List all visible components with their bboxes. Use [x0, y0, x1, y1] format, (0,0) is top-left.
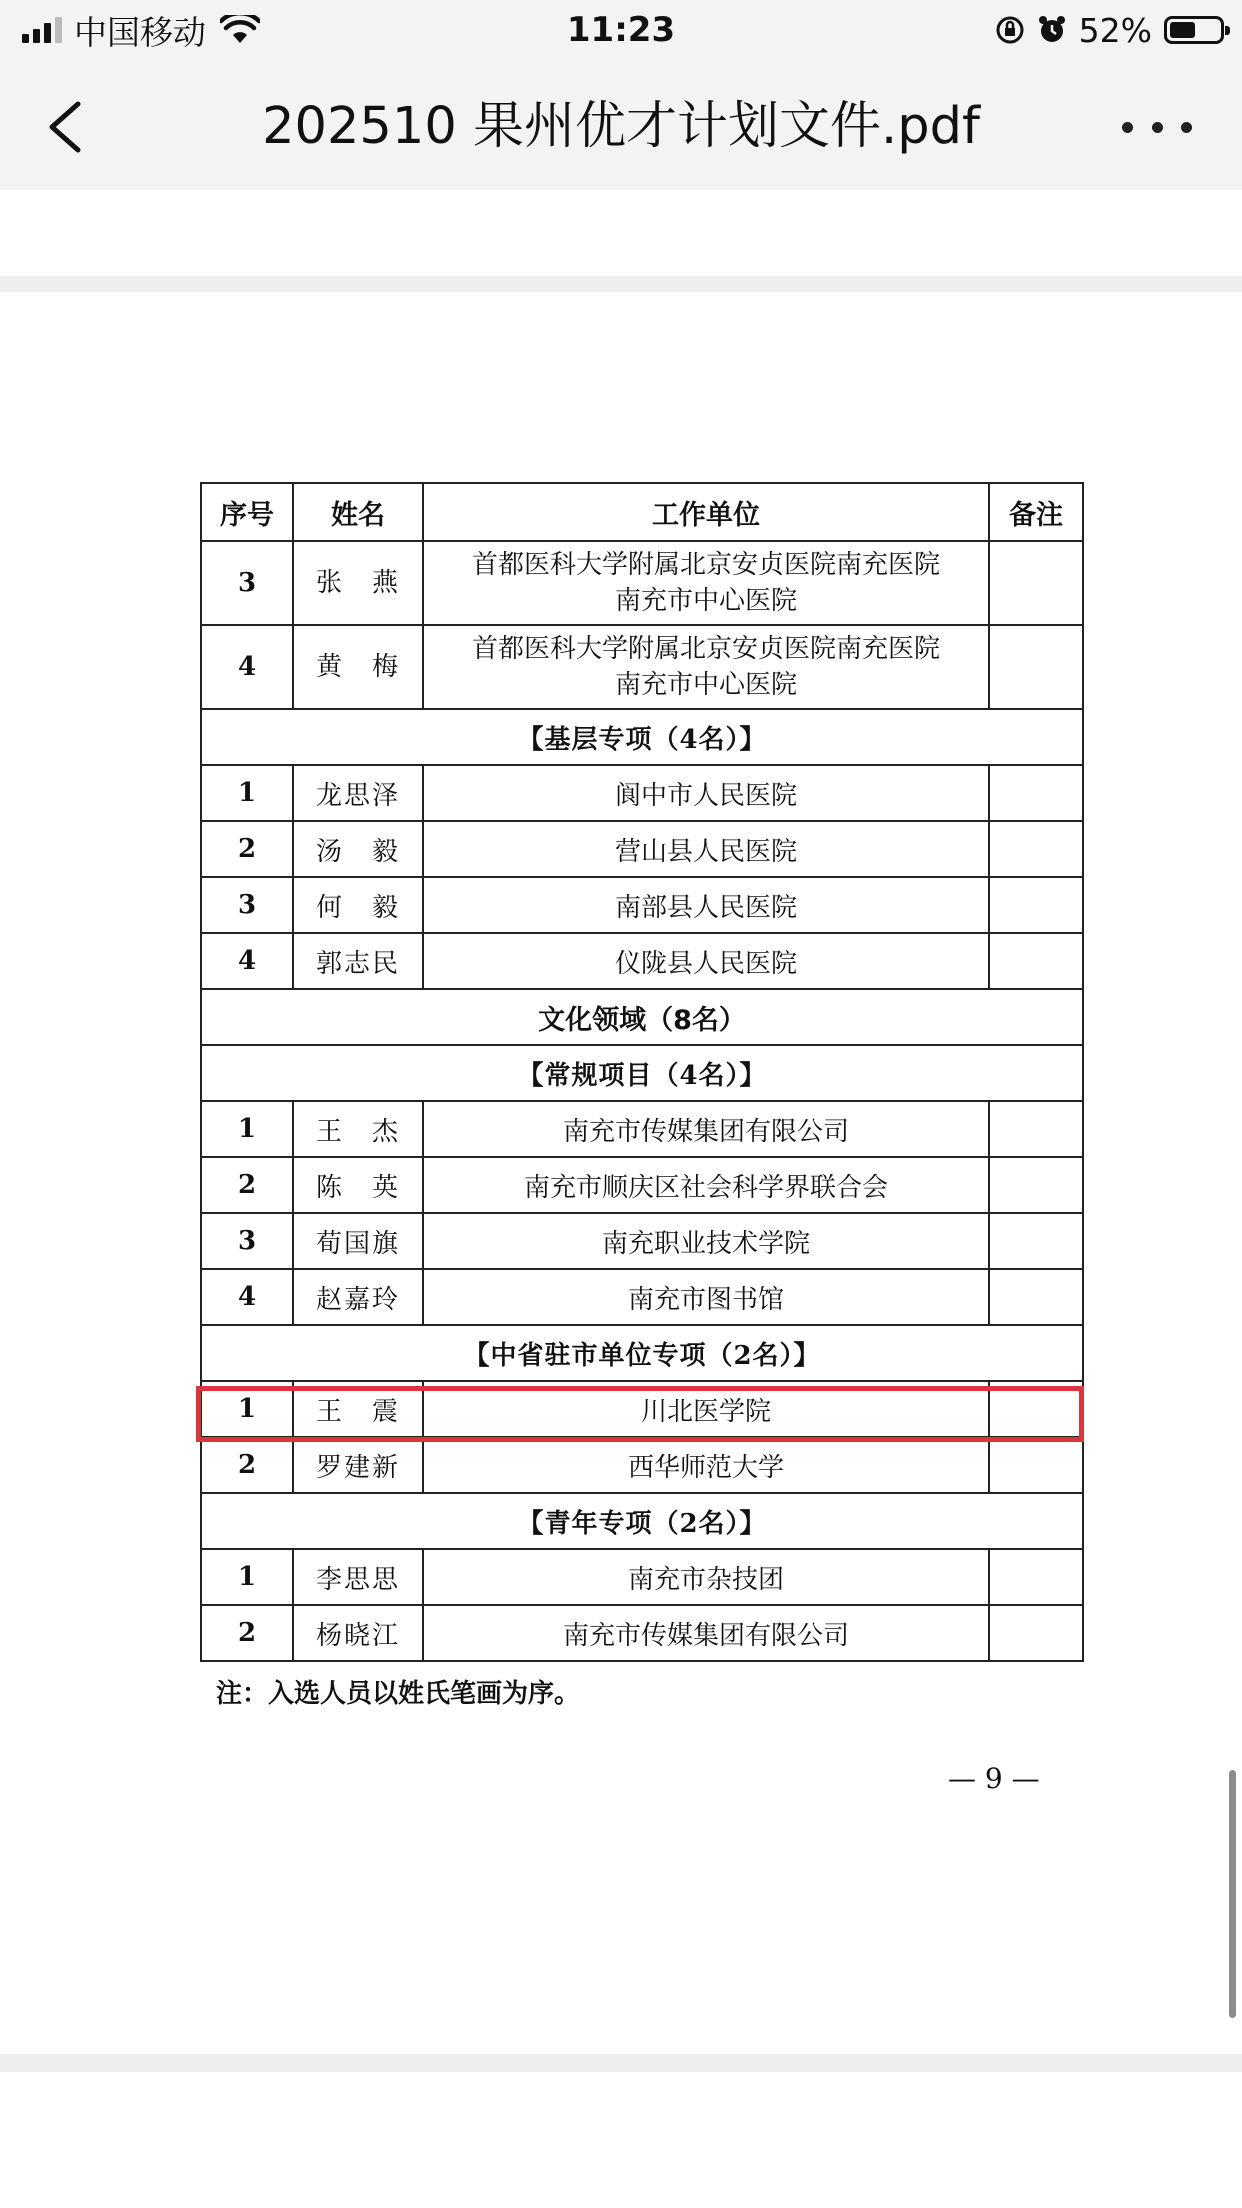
table-row: [201, 1605, 1083, 1661]
cell-seq: 1: [201, 1101, 293, 1157]
section-title: 【中省驻市单位专项（2名）】: [201, 1325, 1083, 1381]
header-unit: 工作单位: [423, 483, 989, 541]
unit-line: 南充市中心医院: [614, 670, 797, 700]
cell-unit: 阆中市人民医院: [423, 765, 989, 821]
cell-name: 何 毅: [293, 877, 423, 933]
section-title: 【青年专项（2名）】: [201, 1493, 1083, 1549]
cell-remark: [989, 765, 1083, 821]
cell-name: 汤 毅: [293, 821, 423, 877]
section-row: [201, 1493, 1083, 1549]
section-row: [201, 709, 1083, 765]
cell-unit: 南充市顺庆区社会科学界联合会: [423, 1157, 989, 1213]
cell-seq: 2: [201, 1605, 293, 1661]
cell-seq: 1: [201, 765, 293, 821]
cell-name: 王 震: [293, 1381, 423, 1437]
table-row: [201, 765, 1083, 821]
dot-icon: [1181, 122, 1192, 133]
cell-remark: [989, 877, 1083, 933]
cell-unit: 南部县人民医院: [423, 877, 989, 933]
table-row: [201, 1437, 1083, 1493]
cell-remark: [989, 1213, 1083, 1269]
page-number: — 9 —: [948, 1762, 1040, 1795]
table-row: [201, 877, 1083, 933]
cell-unit: 南充市杂技团: [423, 1549, 989, 1605]
table-row: [201, 821, 1083, 877]
more-options-button[interactable]: [1122, 102, 1192, 152]
clock-time: 11:23: [566, 10, 676, 50]
cell-seq: 3: [201, 877, 293, 933]
cell-remark: [989, 1157, 1083, 1213]
cell-unit: 南充职业技术学院: [423, 1213, 989, 1269]
table-row: [201, 1269, 1083, 1325]
cell-unit: 西华师范大学: [423, 1437, 989, 1493]
cell-seq: 3: [201, 1213, 293, 1269]
previous-pdf-page: [0, 190, 1242, 276]
cell-name: 杨晓江: [293, 1605, 423, 1661]
cell-unit: [423, 625, 989, 709]
cell-name: 赵嘉玲: [293, 1269, 423, 1325]
alarm-clock-icon: [1037, 15, 1067, 45]
table-row: [201, 933, 1083, 989]
cell-remark: [989, 1101, 1083, 1157]
dot-icon: [1122, 122, 1133, 133]
status-bar: [0, 0, 1242, 62]
battery-percentage: 52%: [1078, 10, 1152, 50]
cell-seq: 4: [201, 1269, 293, 1325]
unit-line: 首都医科大学附属北京安贞医院南充医院: [471, 550, 940, 580]
cell-seq: 3: [201, 541, 293, 625]
cell-remark: [989, 1269, 1083, 1325]
footnote: 注：入选人员以姓氏笔画为序。: [216, 1679, 581, 1709]
cell-unit: [423, 541, 989, 625]
cell-name: 王 杰: [293, 1101, 423, 1157]
cell-name: 荀国旗: [293, 1213, 423, 1269]
cell-seq: 2: [201, 1157, 293, 1213]
header-remark: 备注: [989, 483, 1083, 541]
cell-seq: 1: [201, 1549, 293, 1605]
cell-remark: [989, 1381, 1083, 1437]
cell-name: 龙思泽: [293, 765, 423, 821]
cell-remark: [989, 1437, 1083, 1493]
cell-unit: 川北医学院: [423, 1381, 989, 1437]
cell-unit: 南充市传媒集团有限公司: [423, 1101, 989, 1157]
section-title: 【常规项目（4名）】: [201, 1045, 1083, 1101]
carrier-name: 中国移动: [74, 12, 206, 52]
selection-list-table: [200, 482, 1084, 1662]
rotation-lock-icon: [995, 15, 1025, 45]
unit-line: 首都医科大学附属北京安贞医院南充医院: [471, 634, 940, 664]
table-row: [201, 1157, 1083, 1213]
unit-line: 南充市中心医院: [614, 586, 797, 616]
cell-remark: [989, 933, 1083, 989]
section-row: [201, 1045, 1083, 1101]
cell-seq: 4: [201, 625, 293, 709]
cell-remark: [989, 625, 1083, 709]
cell-unit: 南充市图书馆: [423, 1269, 989, 1325]
scrollbar-thumb[interactable]: [1229, 1770, 1236, 2018]
cell-name: 郭志民: [293, 933, 423, 989]
cell-seq: 2: [201, 821, 293, 877]
next-pdf-page: [0, 2072, 1242, 2208]
cell-remark: [989, 1549, 1083, 1605]
table-row-highlighted: [201, 1381, 1083, 1437]
header-name: 姓名: [293, 483, 423, 541]
domain-title: 文化领域（8名）: [201, 989, 1083, 1045]
cell-name: 张 燕: [293, 541, 423, 625]
section-row: [201, 1325, 1083, 1381]
battery-icon: [1164, 16, 1224, 44]
cell-name: 李思思: [293, 1549, 423, 1605]
table-row: [201, 625, 1083, 709]
cell-unit: 南充市传媒集团有限公司: [423, 1605, 989, 1661]
cell-unit: 营山县人民医院: [423, 821, 989, 877]
document-title: 202510 果州优才计划文件.pdf: [262, 97, 980, 156]
navigation-bar: [0, 62, 1242, 190]
header-seq: 序号: [201, 483, 293, 541]
table-row: [201, 541, 1083, 625]
cell-seq: 2: [201, 1437, 293, 1493]
cell-seq: 4: [201, 933, 293, 989]
dot-icon: [1152, 122, 1163, 133]
table-header-row: [201, 483, 1083, 541]
cell-name: 黄 梅: [293, 625, 423, 709]
cell-remark: [989, 1605, 1083, 1661]
cell-remark: [989, 821, 1083, 877]
table-row: [201, 1101, 1083, 1157]
domain-row: [201, 989, 1083, 1045]
section-title: 【基层专项（4名）】: [201, 709, 1083, 765]
cell-name: 罗建新: [293, 1437, 423, 1493]
cell-seq: 1: [201, 1381, 293, 1437]
cell-name: 陈 英: [293, 1157, 423, 1213]
cell-unit: 仪陇县人民医院: [423, 933, 989, 989]
table-row: [201, 1213, 1083, 1269]
table-row: [201, 1549, 1083, 1605]
cell-remark: [989, 541, 1083, 625]
